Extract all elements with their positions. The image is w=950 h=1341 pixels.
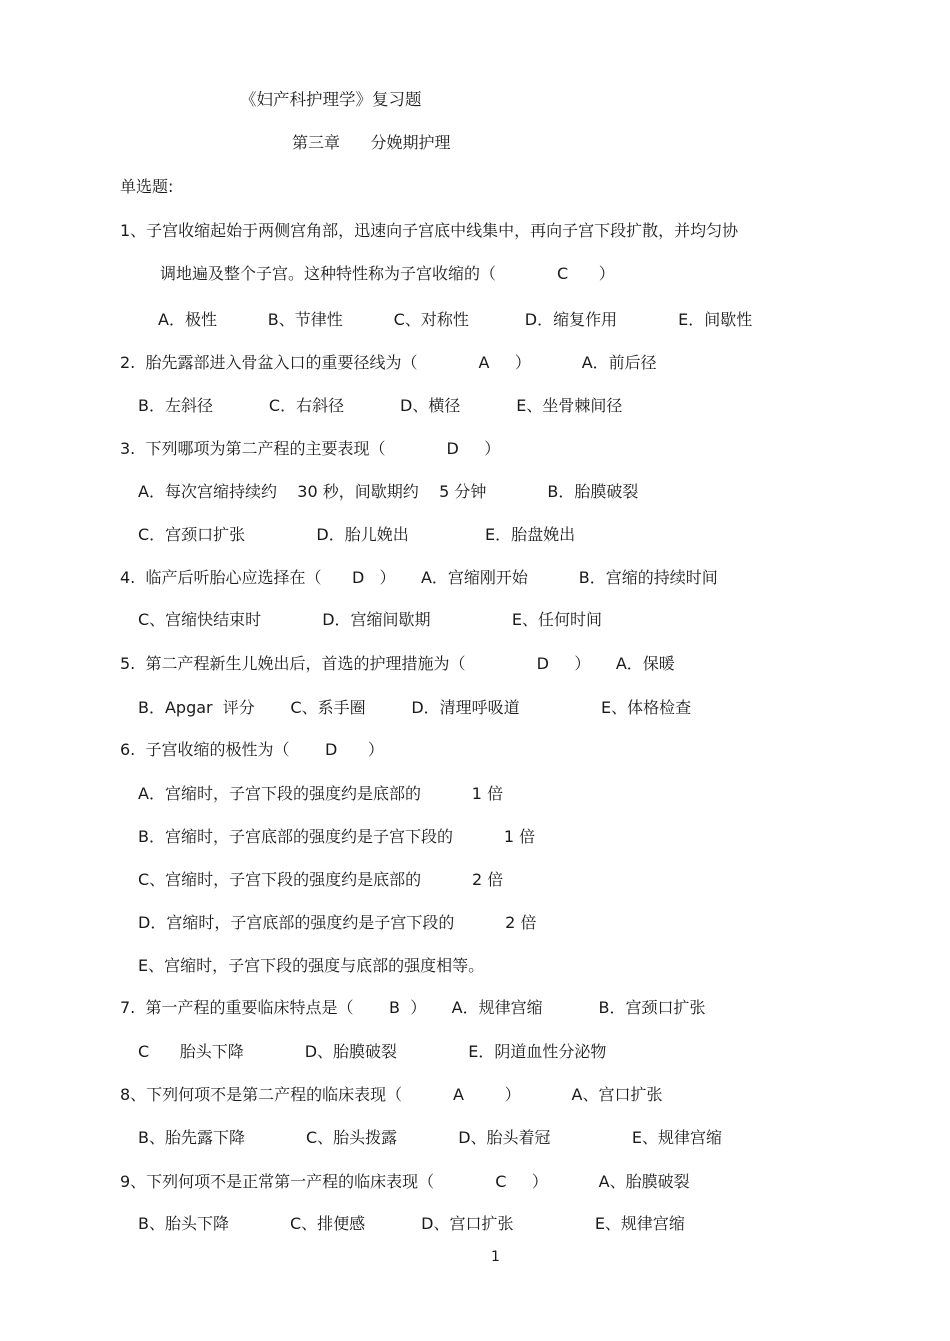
question-3-options-line-2: C．宫颈口扩张 D．胎儿娩出 E．胎盘娩出 [138, 525, 576, 544]
chapter-heading: 第三章 分娩期护理 [292, 133, 451, 152]
document-title: 《妇产科护理学》复习题 [240, 90, 422, 109]
question-5-stem: 5. 第二产程新生儿娩出后，首选的护理措施为（ D ） A．保暖 [120, 654, 675, 673]
question-9-options: B、胎头下降 C、排便感 D、宫口扩张 E、规律宫缩 [138, 1214, 685, 1233]
question-8-stem: 8、下列何项不是第二产程的临床表现（ A ） A、宫口扩张 [120, 1085, 663, 1104]
question-3-options-line-1: A．每次宫缩持续约 30 秒，间歇期约 5 分钟 B．胎膜破裂 [138, 482, 639, 501]
question-2-stem: 2. 胎先露部进入骨盆入口的重要径线为（ A ） A．前后径 [120, 353, 657, 372]
question-8-options: B、胎先露下降 C、胎头拨露 D、胎头着冠 E、规律宫缩 [138, 1128, 723, 1147]
question-9-stem: 9、下列何项不是正常第一产程的临床表现（ C ） A、胎膜破裂 [120, 1172, 690, 1191]
question-1-stem-line-1: 1、子宫收缩起始于两侧宫角部，迅速向子宫底中线集中，再向子宫下段扩散，并均匀协 [120, 221, 739, 240]
question-4-options: C、宫缩快结束时 D．宫缩间歇期 E、任何时间 [138, 610, 603, 629]
question-6-option-b: B．宫缩时，子宫底部的强度约是子宫下段的 1 倍 [138, 827, 536, 846]
question-6-option-d: D．宫缩时，子宫底部的强度约是子宫下段的 2 倍 [138, 913, 537, 932]
question-7-stem: 7. 第一产程的重要临床特点是（ B ） A．规律宫缩 B．宫颈口扩张 [120, 998, 706, 1017]
section-heading: 单选题: [120, 177, 174, 196]
question-4-stem: 4. 临产后听胎心应选择在（ D ） A．宫缩刚开始 B．宫缩的持续时间 [120, 568, 718, 587]
question-2-options: B．左斜径 C．右斜径 D、横径 E、坐骨棘间径 [138, 396, 623, 415]
question-6-stem: 6. 子宫收缩的极性为（ D ） [120, 740, 384, 759]
question-6-option-e: E、宫缩时，子宫下段的强度与底部的强度相等。 [138, 956, 485, 975]
page-number: 1 [491, 1249, 500, 1265]
question-6-option-a: A．宫缩时，子宫下段的强度约是底部的 1 倍 [138, 784, 504, 803]
question-1-options: A．极性 B、节律性 C、对称性 D．缩复作用 E．间歇性 [158, 310, 753, 329]
question-1-stem-line-2: 调地遍及整个子宫。这种特性称为子宫收缩的（ C ） [160, 264, 615, 283]
question-5-options: B．Apgar 评分 C、系手圈 D．清理呼吸道 E、体格检查 [138, 698, 692, 717]
question-3-stem: 3. 下列哪项为第二产程的主要表现（ D ） [120, 439, 501, 458]
question-6-option-c: C、宫缩时，子宫下段的强度约是底部的 2 倍 [138, 870, 504, 889]
question-7-options: C 胎头下降 D、胎膜破裂 E．阴道血性分泌物 [138, 1042, 607, 1061]
